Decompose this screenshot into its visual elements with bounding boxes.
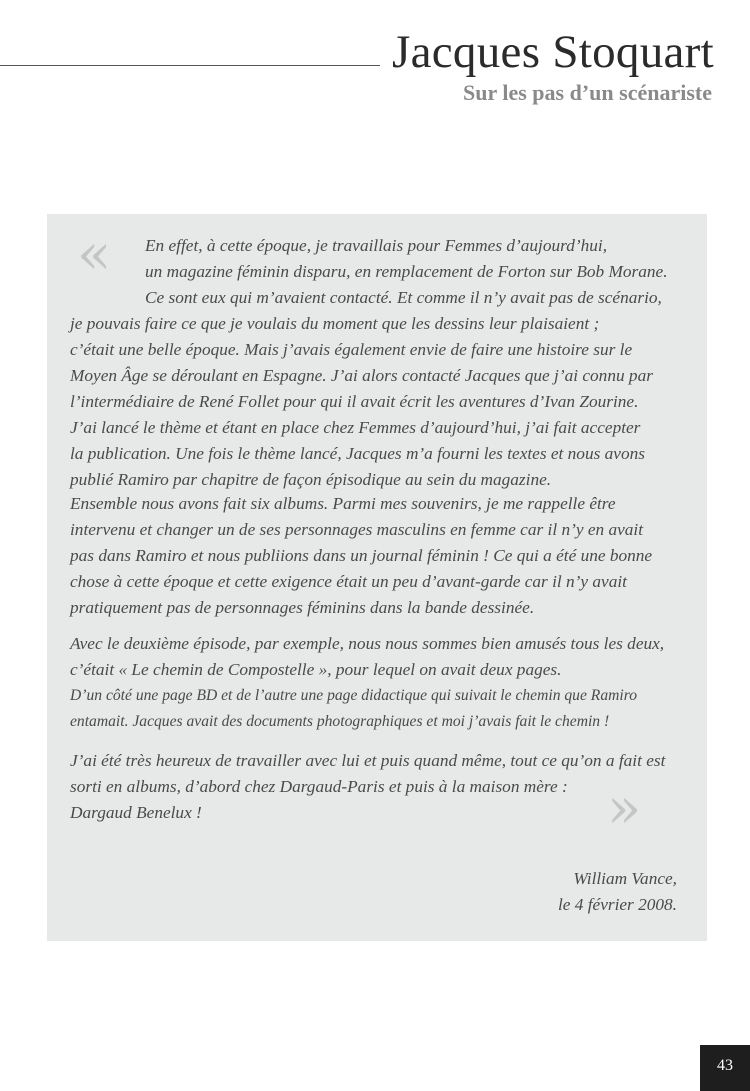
quote-block bbox=[47, 214, 707, 941]
page-subtitle: Sur les pas d’un scénariste bbox=[463, 80, 712, 105]
quote-line: sorti en albums, d’abord chez Dargaud-Paris et puis à la maison mère : bbox=[70, 777, 568, 796]
quote-line: Ensemble nous avons fait six albums. Parmi mes souvenirs, je me rappelle être bbox=[70, 494, 616, 513]
quote-line: publié Ramiro par chapitre de façon épisodique au sein du magazine. bbox=[70, 470, 552, 489]
signature-date: le 4 février 2008. bbox=[557, 895, 677, 914]
quote-line: l’intermédiaire de René Follet pour qui il avait écrit les aventures d’Ivan Zourine. bbox=[70, 392, 639, 411]
close-quote-icon: » bbox=[607, 776, 642, 841]
quote-line: J’ai lancé le thème et étant en place chez Femmes d’aujourd’hui, j’ai fait accepter bbox=[70, 418, 641, 437]
quote-line: Dargaud Benelux ! bbox=[70, 803, 202, 822]
page-number: 43 bbox=[717, 1057, 733, 1074]
signature-name: William Vance, bbox=[573, 869, 677, 888]
quote-line: la publication. Une fois le thème lancé, Jacques m’a fourni les textes et nous avons bbox=[70, 444, 645, 463]
quote-line: Ce sont eux qui m’avaient contacté. Et comme il n’y avait pas de scénario, bbox=[145, 288, 662, 307]
quote-line: c’était « Le chemin de Compostelle », pour lequel on avait deux pages. bbox=[70, 660, 562, 679]
quote-line: pas dans Ramiro et nous publiions dans un journal féminin ! Ce qui a été une bonne bbox=[70, 546, 653, 565]
quote-line: c’était une belle époque. Mais j’avais également envie de faire une histoire sur le bbox=[70, 340, 633, 359]
quote-line: En effet, à cette époque, je travaillais pour Femmes d’aujourd’hui, bbox=[145, 236, 608, 255]
quote-line: je pouvais faire ce que je voulais du moment que les dessins leur plaisaient ; bbox=[70, 314, 600, 333]
page-title: Jacques Stoquart bbox=[392, 26, 714, 78]
quote-line: intervenu et changer un de ses personnages masculins en femme car il n’y en avait bbox=[70, 520, 644, 539]
quote-line: D’un côté une page BD et de l’autre une page didactique qui suivait le chemin que Ramiro bbox=[70, 687, 638, 704]
quote-line: entamait. Jacques avait des documents photographiques et moi j’avais fait le chemin ! bbox=[70, 713, 610, 730]
header-rule bbox=[0, 65, 380, 66]
quote-line: J’ai été très heureux de travailler avec lui et puis quand même, tout ce qu’on a fait est bbox=[70, 751, 666, 770]
page-number-box bbox=[700, 1045, 750, 1091]
open-quote-icon: « bbox=[77, 222, 112, 287]
quote-line: chose à cette époque et cette exigence était un peu d’avant-garde car il n’y avait bbox=[70, 572, 627, 591]
quote-line: un magazine féminin disparu, en remplacement de Forton sur Bob Morane. bbox=[145, 262, 668, 281]
quote-line: Moyen Âge se déroulant en Espagne. J’ai alors contacté Jacques que j’ai connu par bbox=[70, 366, 653, 385]
quote-line: pratiquement pas de personnages féminins dans la bande dessinée. bbox=[70, 598, 535, 617]
quote-line: Avec le deuxième épisode, par exemple, nous nous sommes bien amusés tous les deux, bbox=[70, 634, 665, 653]
